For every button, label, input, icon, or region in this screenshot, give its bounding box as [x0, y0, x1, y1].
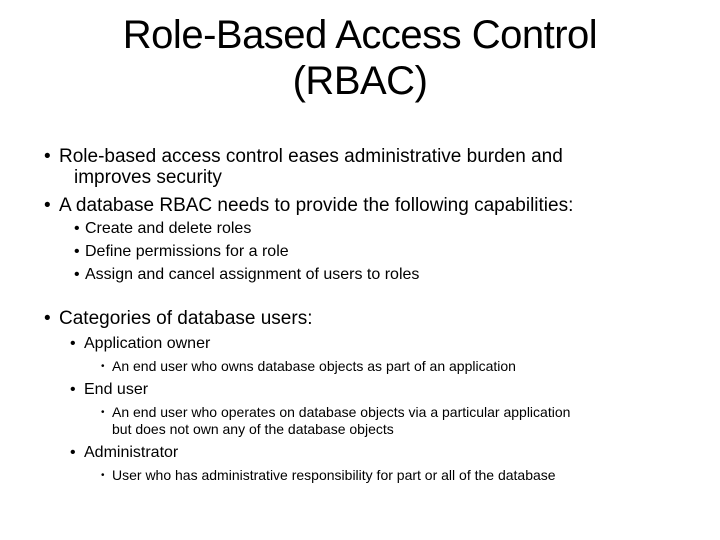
bullet-dot: • [74, 266, 80, 283]
bullet-dot: • [74, 220, 80, 237]
bullet-rbac-capabilities-text: A database RBAC needs to provide the following capabilities: [59, 195, 574, 216]
bullet-rbac-benefit-line-2: improves security [74, 167, 222, 188]
bullet-dot: • [44, 195, 51, 216]
category-administrator-desc-text: User who has administrative responsibility for part or all of the database [112, 467, 556, 483]
bullet-dot: • [70, 444, 76, 461]
bullet-dot: • [44, 308, 51, 329]
sub-bullet-define-permissions-text: Define permissions for a role [85, 243, 289, 260]
category-end-user [44, 379, 694, 401]
bullet-dot: • [101, 407, 105, 418]
bullet-user-categories-text: Categories of database users: [59, 308, 313, 329]
category-end-user-desc-line-1: An end user who operates on database objects via a particular application [112, 404, 571, 420]
slide-title-line-1: Role-Based Access Control [122, 13, 598, 57]
category-administrator-desc [44, 467, 694, 484]
category-application-owner-text: Application owner [84, 335, 211, 352]
category-end-user-desc-line-2: but does not own any of the database objects [112, 421, 394, 437]
slide-title [0, 12, 720, 104]
slide-title-line-2: (RBAC) [292, 59, 428, 103]
sub-bullet-assign-users-text: Assign and cancel assignment of users to roles [85, 266, 420, 283]
category-application-owner [44, 333, 694, 355]
category-application-owner-desc [44, 358, 694, 375]
category-administrator [44, 442, 694, 464]
bullet-rbac-capabilities [44, 195, 694, 216]
bullet-dot: • [70, 335, 76, 352]
bullet-rbac-benefit-line-1: Role-based access control eases administrative burden and [59, 146, 563, 167]
slide-body [44, 146, 694, 484]
sub-bullet-assign-users [44, 264, 694, 286]
sub-bullet-create-delete-roles-text: Create and delete roles [85, 220, 252, 237]
sub-bullet-define-permissions [44, 241, 694, 263]
bullet-user-categories [44, 308, 694, 329]
sub-bullet-create-delete-roles [44, 218, 694, 240]
bullet-rbac-benefit [44, 146, 694, 188]
category-administrator-text: Administrator [84, 444, 179, 461]
category-end-user-desc [44, 404, 694, 438]
category-application-owner-desc-text: An end user who owns database objects as part of an application [112, 358, 516, 374]
bullet-dot: • [74, 243, 80, 260]
bullet-dot: • [44, 146, 51, 167]
bullet-dot: • [101, 470, 105, 481]
category-end-user-text: End user [84, 381, 149, 398]
bullet-dot: • [101, 361, 105, 372]
bullet-dot: • [70, 381, 76, 398]
